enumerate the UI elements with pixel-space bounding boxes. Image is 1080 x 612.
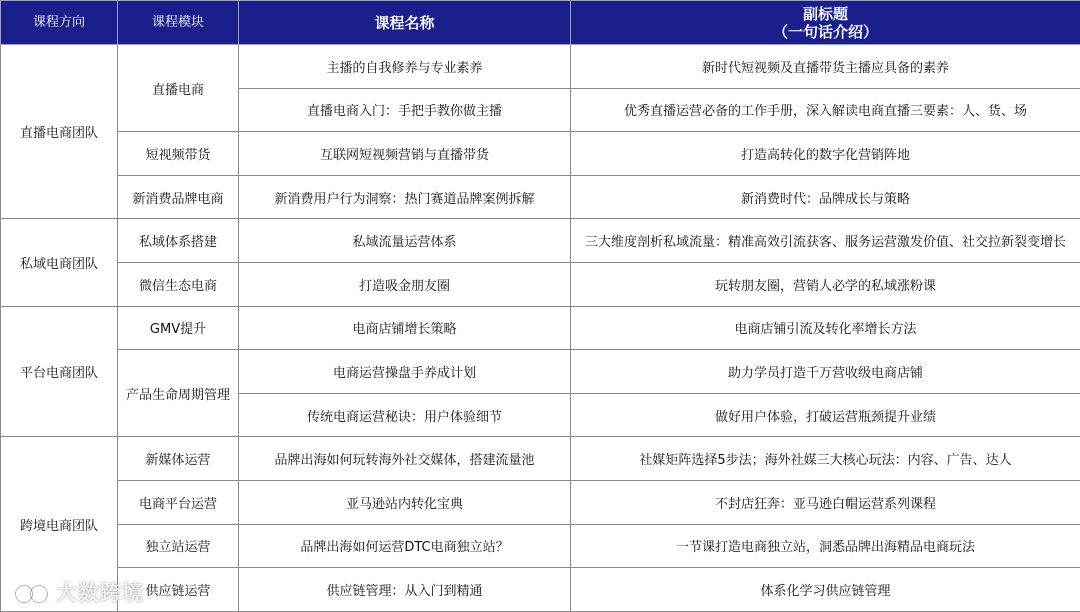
course-subtitle-cell: 做好用户体验，打破运营瓶颈提升业绩 [571,393,1080,437]
header-subtitle [571,1,1080,45]
table-row [1,175,1080,219]
course-subtitle-cell: 电商店铺引流及转化率增长方法 [571,306,1080,350]
course-subtitle-cell: 一节课打造电商独立站，洞悉品牌出海精品电商玩法 [571,524,1080,568]
module-cell: 直播电商 [118,45,239,132]
course-subtitle-cell: 玩转朋友圈，营销人必学的私域涨粉课 [571,262,1080,306]
module-cell: 电商平台运营 [118,480,239,524]
table-row [1,524,1080,568]
table-row [1,45,1080,89]
header-subtitle-line1: 副标题 [571,5,1080,23]
watermark [6,576,144,608]
direction-cell: 平台电商团队 [1,306,118,437]
course-name-cell: 互联网短视频营销与直播带货 [239,132,571,176]
bigdata-logo-icon [6,579,52,605]
module-cell: 短视频带货 [118,132,239,176]
course-name-cell: 主播的自我修养与专业素养 [239,45,571,89]
header-direction: 课程方向 [1,1,118,45]
course-name-cell: 电商运营操盘手养成计划 [239,350,571,394]
course-name-cell: 传统电商运营秘诀：用户体验细节 [239,393,571,437]
table-row [1,480,1080,524]
table-row [1,306,1080,350]
module-cell: 新媒体运营 [118,437,239,481]
course-name-cell: 新消费用户行为洞察：热门赛道品牌案例拆解 [239,175,571,219]
direction-cell: 直播电商团队 [1,45,118,219]
header-module: 课程模块 [118,1,239,45]
module-cell: 私域体系搭建 [118,219,239,263]
table-row [1,219,1080,263]
course-subtitle-cell: 新消费时代：品牌成长与策略 [571,175,1080,219]
table-row [1,262,1080,306]
table-row [1,568,1080,612]
header-row [1,1,1080,45]
course-name-cell: 品牌出海如何运营DTC电商独立站？ [239,524,571,568]
course-name-cell: 私域流量运营体系 [239,219,571,263]
course-name-cell: 打造吸金朋友圈 [239,262,571,306]
course-subtitle-cell: 优秀直播运营必备的工作手册，深入解读电商直播三要素：人、货、场 [571,88,1080,132]
module-cell: 产品生命周期管理 [118,350,239,437]
table-row [1,437,1080,481]
course-subtitle-cell: 打造高转化的数字化营销阵地 [571,132,1080,176]
course-name-cell: 亚马逊站内转化宝典 [239,480,571,524]
direction-cell: 跨境电商团队 [1,437,118,611]
course-subtitle-cell: 助力学员打造千万营收级电商店铺 [571,350,1080,394]
course-subtitle-cell: 体系化学习供应链管理 [571,568,1080,612]
course-subtitle-cell: 新时代短视频及直播带货主播应具备的素养 [571,45,1080,89]
course-name-cell: 品牌出海如何玩转海外社交媒体，搭建流量池 [239,437,571,481]
table-row [1,350,1080,394]
header-course-name: 课程名称 [239,1,571,45]
module-cell: 微信生态电商 [118,262,239,306]
module-cell: 独立站运营 [118,524,239,568]
course-subtitle-cell: 三大维度剖析私域流量：精准高效引流获客、服务运营激发价值、社交拉新裂变增长 [571,219,1080,263]
module-cell: 新消费品牌电商 [118,175,239,219]
course-name-cell: 供应链管理：从入门到精通 [239,568,571,612]
module-cell: 供应链运营 [118,568,239,612]
course-subtitle-cell: 社媒矩阵选择5步法；海外社媒三大核心玩法：内容、广告、达人 [571,437,1080,481]
course-name-cell: 直播电商入门：手把手教你做主播 [239,88,571,132]
module-cell: GMV提升 [118,306,239,350]
course-name-cell: 电商店铺增长策略 [239,306,571,350]
course-subtitle-cell: 不封店狂奔：亚马逊白帽运营系列课程 [571,480,1080,524]
watermark-text: 大数跨境 [56,577,144,607]
header-subtitle-line2: （一句话介绍） [571,23,1080,41]
direction-cell: 私域电商团队 [1,219,118,306]
table-row [1,132,1080,176]
